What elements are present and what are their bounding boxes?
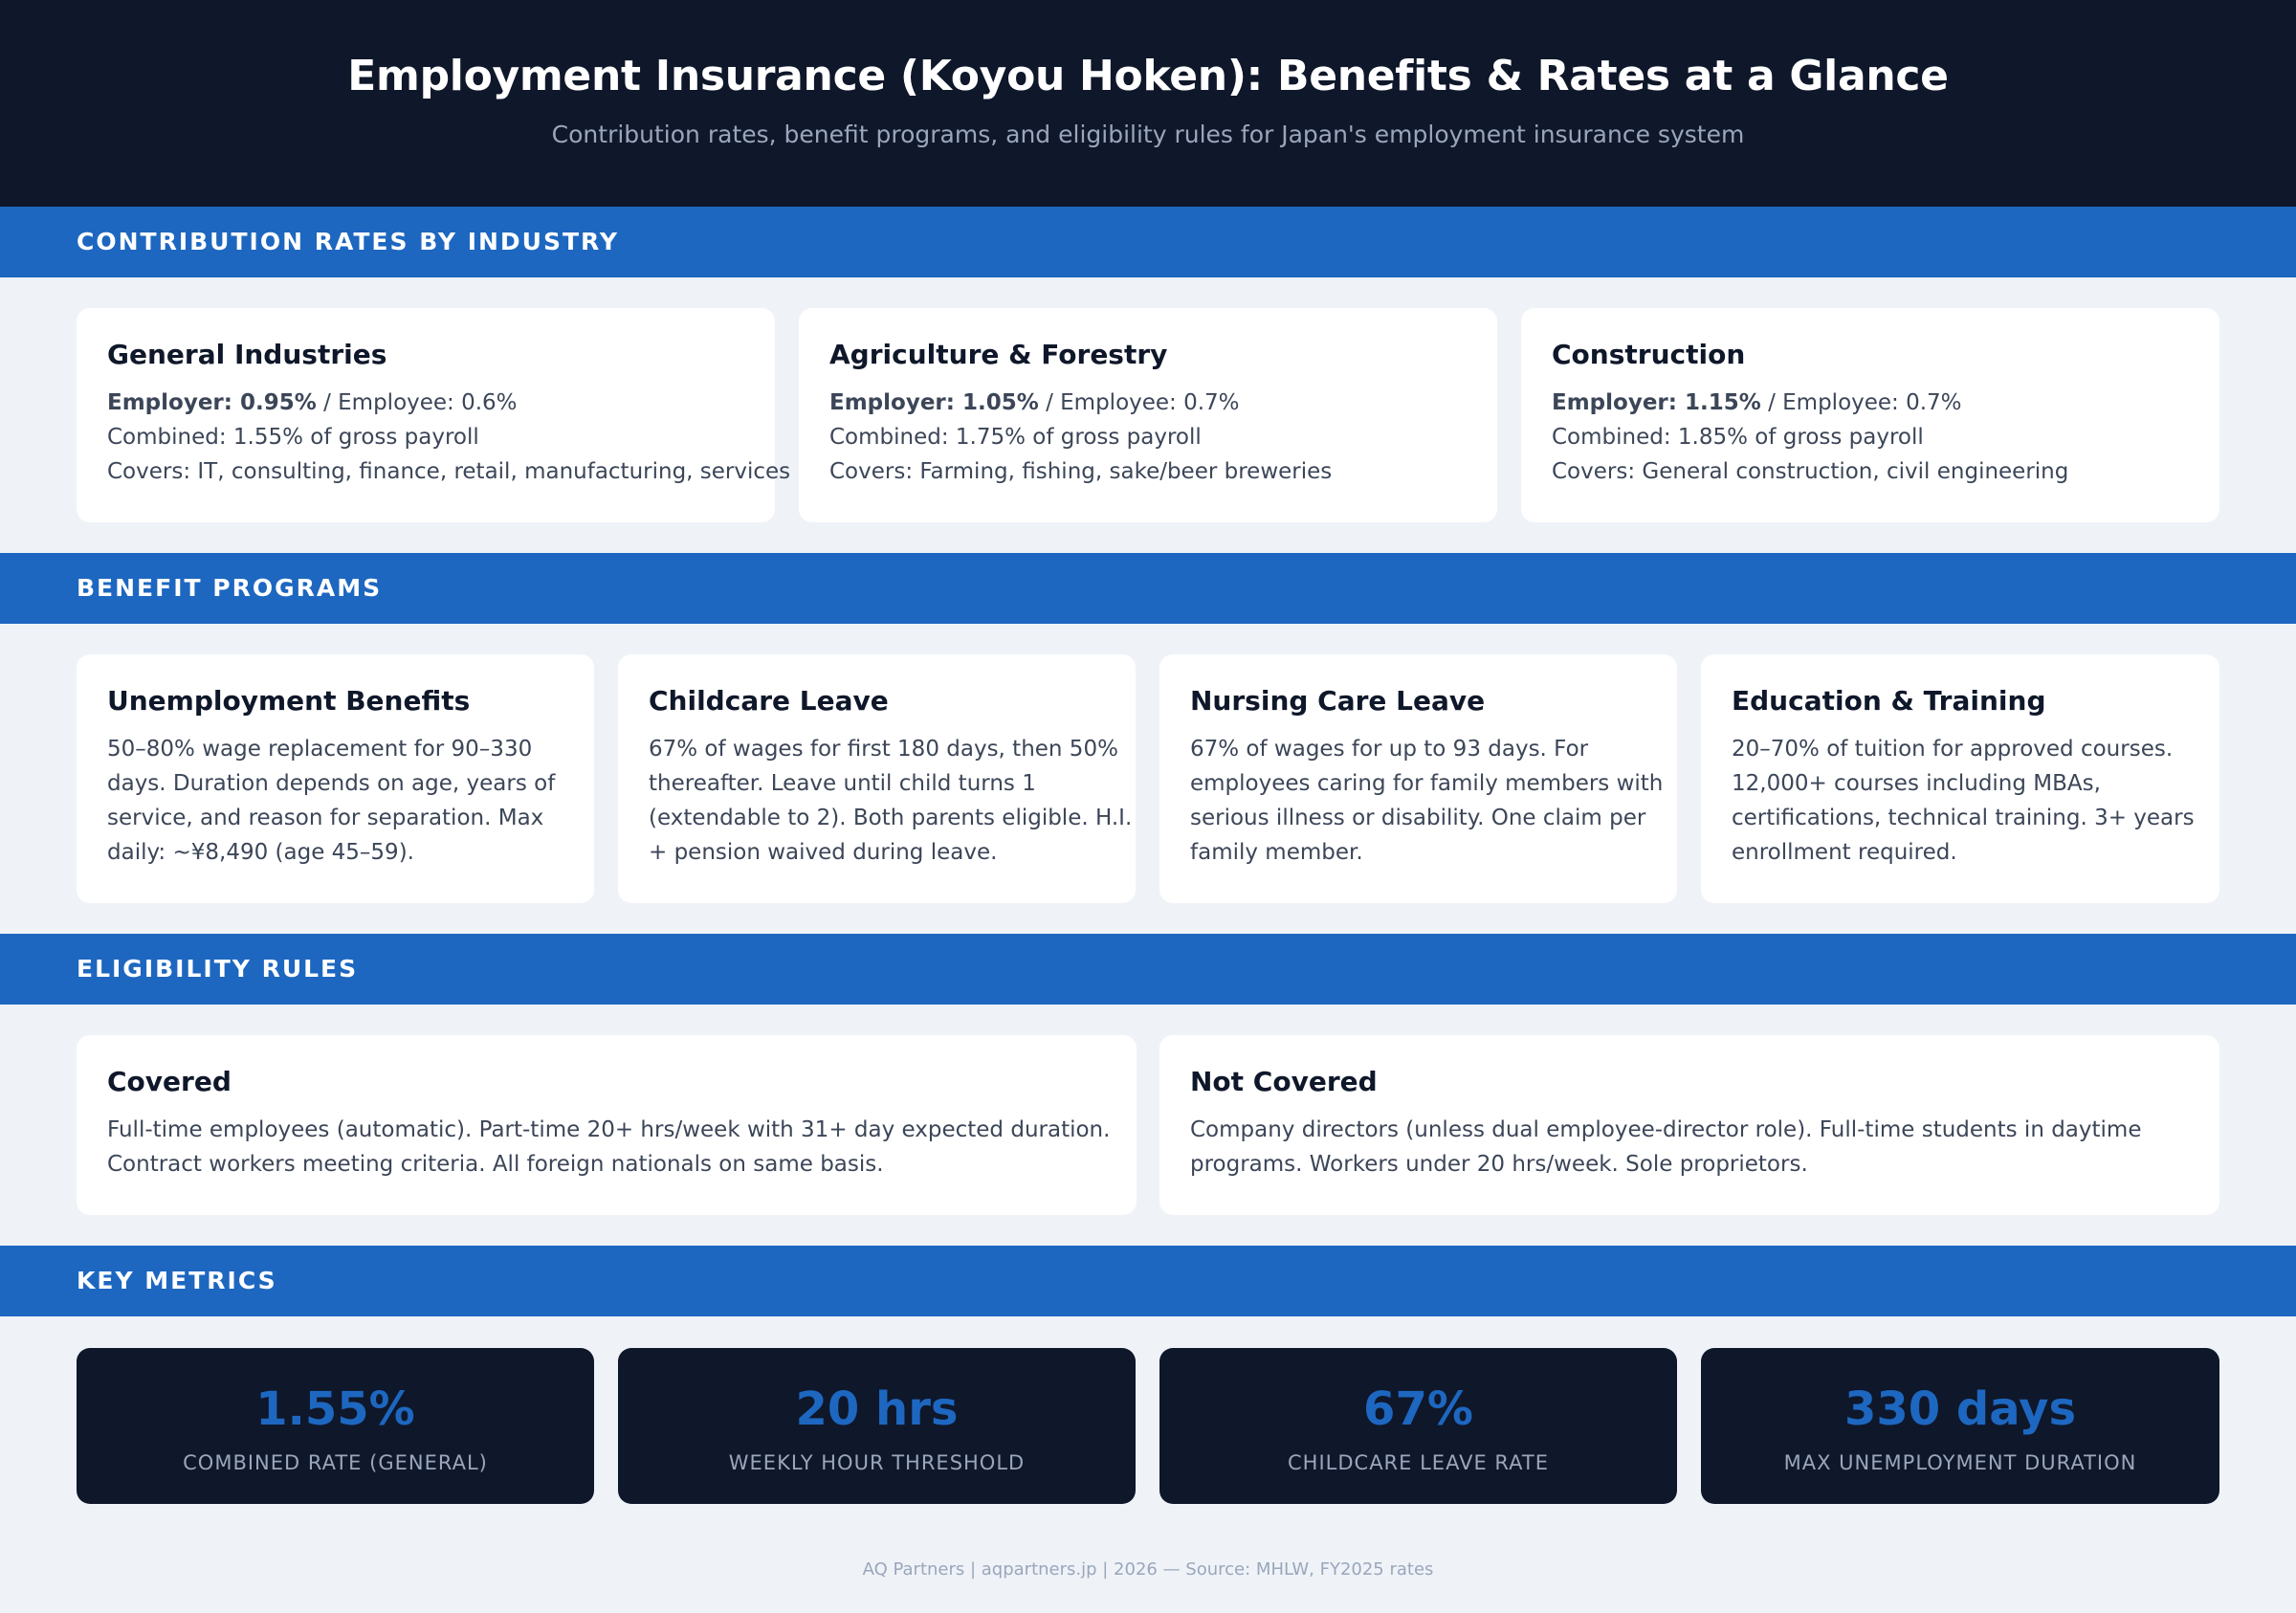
metric-card-childcare-rate xyxy=(1159,1348,1677,1504)
rate-card-title: Construction xyxy=(1552,339,1746,370)
eligibility-card-title: Covered xyxy=(107,1066,232,1097)
metric-label: COMBINED RATE (GENERAL) xyxy=(183,1451,488,1474)
benefit-card-education xyxy=(1701,654,2219,903)
benefit-text-line: days. Duration depends on age, years of xyxy=(107,771,556,796)
rate-card-general xyxy=(77,308,791,522)
benefit-text-line: 50–80% wage replacement for 90–330 xyxy=(107,737,533,762)
benefit-text-line: 12,000+ courses including MBAs, xyxy=(1732,771,2101,796)
combined-rate: Combined: 1.85% of gross payroll xyxy=(1552,425,1924,450)
rate-split xyxy=(829,386,1467,420)
eligibility-text-line: Contract workers meeting criteria. All foreign nationals on same basis. xyxy=(107,1152,884,1177)
metric-label: WEEKLY HOUR THRESHOLD xyxy=(728,1451,1026,1474)
section-heading-metrics: KEY METRICS xyxy=(0,1246,2296,1316)
benefit-card-title: Childcare Leave xyxy=(649,685,889,717)
eligibility-card-covered xyxy=(77,1035,1137,1215)
employer-rate: Employer: 0.95% xyxy=(107,390,317,415)
eligibility-card-title: Not Covered xyxy=(1190,1066,1378,1097)
rate-card-title: Agriculture & Forestry xyxy=(829,339,1168,370)
metric-label: CHILDCARE LEAVE RATE xyxy=(1288,1451,1549,1474)
metric-value: 20 hrs xyxy=(795,1382,959,1436)
page-header xyxy=(0,0,2296,207)
benefit-text-line: (extendable to 2). Both parents eligible. H.I. xyxy=(649,806,1133,830)
rate-split xyxy=(1552,386,2189,420)
benefit-card-childcare xyxy=(618,654,1136,903)
benefit-text-line: service, and reason for separation. Max xyxy=(107,806,544,830)
page-title: Employment Insurance (Koyou Hoken): Benefits & Rates at a Glance xyxy=(347,52,1949,100)
benefit-text-line: enrollment required. xyxy=(1732,840,1957,865)
benefit-text-line: + pension waived during leave. xyxy=(649,840,998,865)
combined-rate: Combined: 1.75% of gross payroll xyxy=(829,425,1202,450)
metric-card-combined-rate xyxy=(77,1348,594,1504)
employer-rate: Employer: 1.15% xyxy=(1552,390,1761,415)
covered-industries: Covers: General construction, civil engineering xyxy=(1552,459,2069,484)
benefit-text-line: thereafter. Leave until child turns 1 xyxy=(649,771,1036,796)
metric-value: 330 days xyxy=(1843,1382,2077,1436)
benefit-text-line: 20–70% of tuition for approved courses. xyxy=(1732,737,2174,762)
benefit-card-unemployment xyxy=(77,654,594,903)
eligibility-card-not-covered xyxy=(1159,1035,2219,1215)
benefit-text-line: daily: ~¥8,490 (age 45–59). xyxy=(107,840,414,865)
rate-card-agriculture xyxy=(799,308,1497,522)
covered-industries: Covers: Farming, fishing, sake/beer breweries xyxy=(829,459,1333,484)
section-heading-benefits: BENEFIT PROGRAMS xyxy=(0,553,2296,624)
eligibility-text-line: Company directors (unless dual employee-director role). Full-time students in daytime xyxy=(1190,1117,2142,1142)
section-heading-rates: CONTRIBUTION RATES BY INDUSTRY xyxy=(0,207,2296,277)
benefit-card-title: Unemployment Benefits xyxy=(107,685,471,717)
employee-rate: / Employee: 0.7% xyxy=(1760,390,1962,415)
metric-label: MAX UNEMPLOYMENT DURATION xyxy=(1783,1451,2137,1474)
employer-rate: Employer: 1.05% xyxy=(829,390,1039,415)
metric-card-weekly-hours xyxy=(618,1348,1136,1504)
section-heading-eligibility: ELIGIBILITY RULES xyxy=(0,934,2296,1005)
page-subtitle: Contribution rates, benefit programs, and eligibility rules for Japan's employment insurance system xyxy=(551,121,1745,148)
benefit-card-nursing xyxy=(1159,654,1677,903)
benefit-card-title: Nursing Care Leave xyxy=(1190,685,1486,717)
benefit-text-line: 67% of wages for up to 93 days. For xyxy=(1190,737,1589,762)
benefit-text-line: 67% of wages for first 180 days, then 50% xyxy=(649,737,1118,762)
benefit-text-line: certifications, technical training. 3+ years xyxy=(1732,806,2195,830)
employee-rate: / Employee: 0.7% xyxy=(1038,390,1240,415)
benefit-text-line: serious illness or disability. One claim per xyxy=(1190,806,1646,830)
metric-card-max-duration xyxy=(1701,1348,2219,1504)
metric-value: 67% xyxy=(1363,1382,1473,1436)
metric-value: 1.55% xyxy=(255,1382,415,1436)
eligibility-text-line: programs. Workers under 20 hrs/week. Sole proprietors. xyxy=(1190,1152,1808,1177)
covered-industries: Covers: IT, consulting, finance, retail, manufacturing, services xyxy=(107,459,791,484)
eligibility-text-line: Full-time employees (automatic). Part-time 20+ hrs/week with 31+ day expected duration. xyxy=(107,1117,1111,1142)
benefit-text-line: family member. xyxy=(1190,840,1363,865)
benefit-card-title: Education & Training xyxy=(1732,685,2046,717)
combined-rate: Combined: 1.55% of gross payroll xyxy=(107,425,479,450)
employee-rate: / Employee: 0.6% xyxy=(316,390,518,415)
rate-card-title: General Industries xyxy=(107,339,387,370)
benefit-text-line: employees caring for family members with xyxy=(1190,771,1664,796)
rate-split xyxy=(107,386,744,420)
footer-credit: AQ Partners | aqpartners.jp | 2026 — Source: MHLW, FY2025 rates xyxy=(862,1559,1434,1580)
rate-card-construction xyxy=(1521,308,2219,522)
